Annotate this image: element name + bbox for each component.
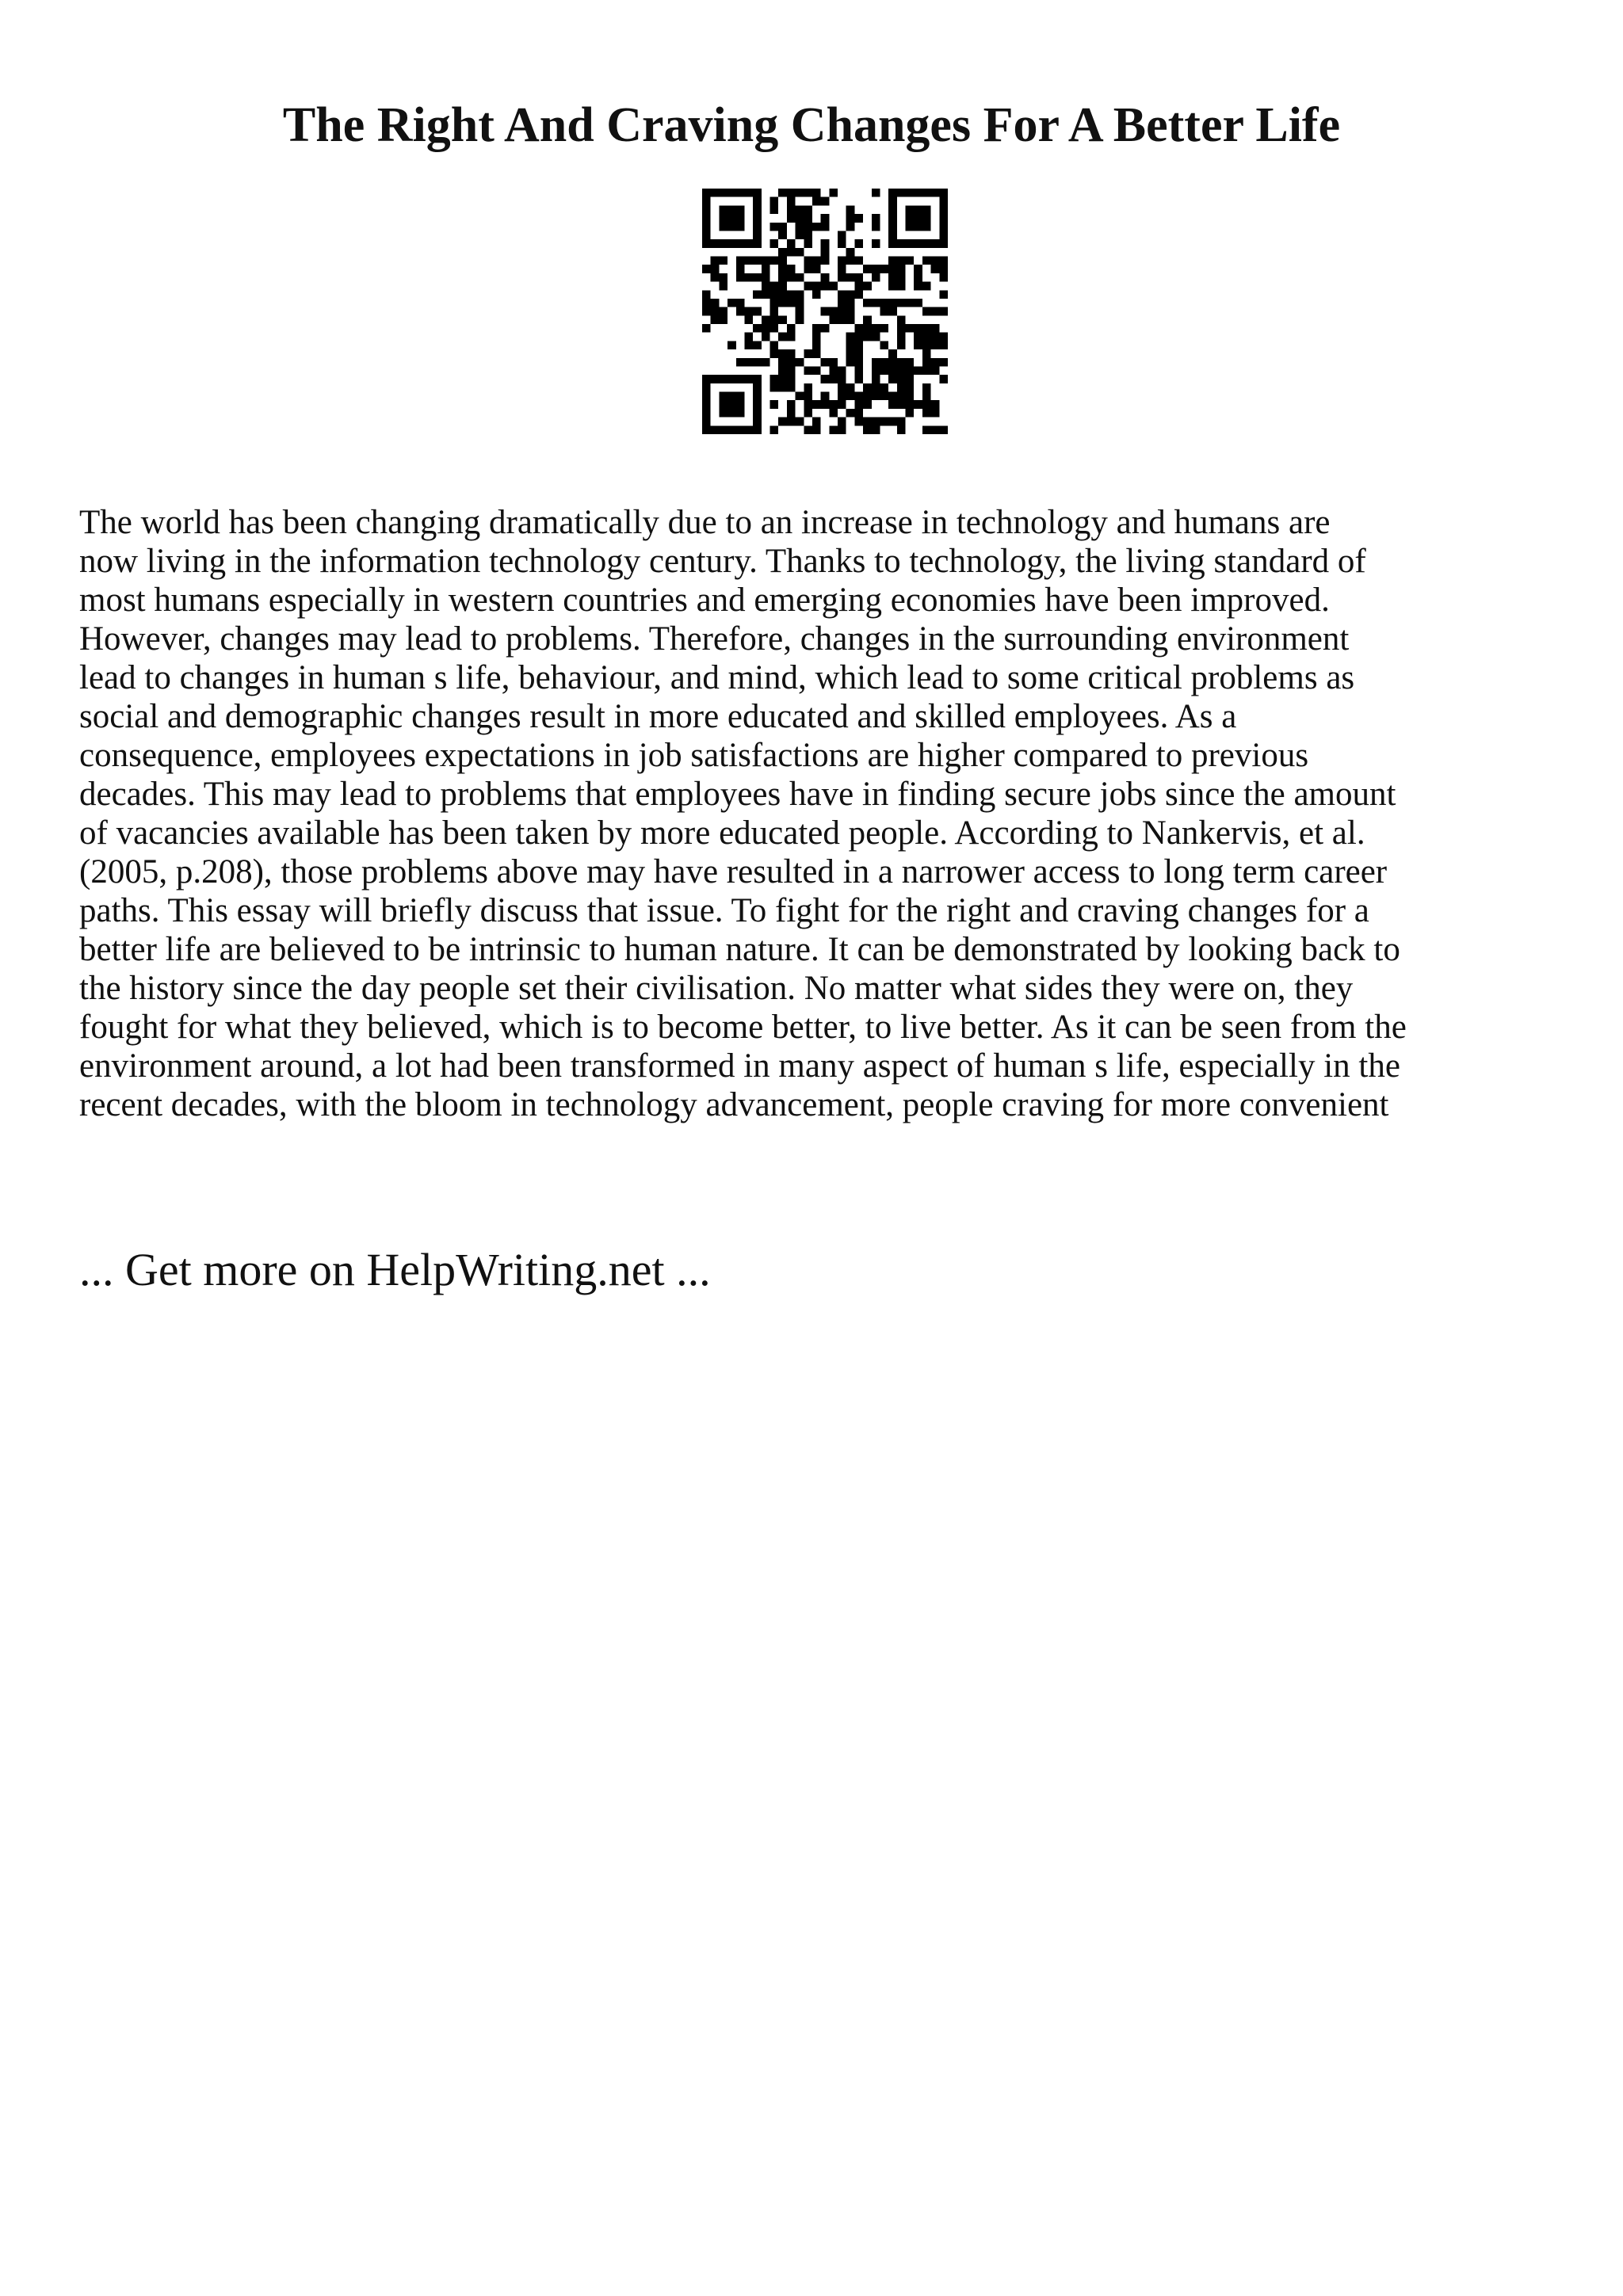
document-title: The Right And Craving Changes For A Better Life: [282, 98, 1341, 152]
body-line: However, changes may lead to problems. Therefore, changes in the surrounding environment: [79, 620, 1350, 658]
body-line: recent decades, with the bloom in technology advancement, people craving for more convenient: [79, 1086, 1389, 1123]
body-line: of vacancies available has been taken by more educated people. According to Nankervis, et al.: [79, 814, 1365, 852]
body-line: now living in the information technology century. Thanks to technology, the living standard of: [79, 543, 1366, 580]
body-line: social and demographic changes result in more educated and skilled employees. As a: [79, 698, 1237, 735]
body-line: most humans especially in western countries and emerging economies have been improved.: [79, 582, 1330, 619]
body-line: paths. This essay will briefly discuss that issue. To fight for the right and craving changes for a: [79, 892, 1369, 929]
body-line: lead to changes in human s life, behaviour, and mind, which lead to some critical problems as: [79, 659, 1355, 696]
body-line: (2005, p.208), those problems above may have resulted in a narrower access to long term career: [79, 853, 1388, 891]
body-line: the history since the day people set their civilisation. No matter what sides they were on, they: [79, 970, 1354, 1007]
body-line: consequence, employees expectations in job satisfactions are higher compared to previous: [79, 737, 1309, 774]
qr-code-icon: [702, 189, 948, 434]
body-line: The world has been changing dramatically due to an increase in technology and humans are: [79, 504, 1331, 541]
body-line: fought for what they believed, which is to become better, to live better. As it can be seen from the: [79, 1009, 1407, 1046]
body-line: better life are believed to be intrinsic to human nature. It can be demonstrated by looking back to: [79, 931, 1400, 968]
get-more-link[interactable]: ... Get more on HelpWriting.net ...: [79, 1244, 711, 1295]
body-paragraph: [79, 503, 1553, 1124]
body-line: decades. This may lead to problems that employees have in finding secure jobs since the amount: [79, 776, 1396, 813]
body-line: environment around, a lot had been transformed in many aspect of human s life, especially in the: [79, 1047, 1400, 1085]
